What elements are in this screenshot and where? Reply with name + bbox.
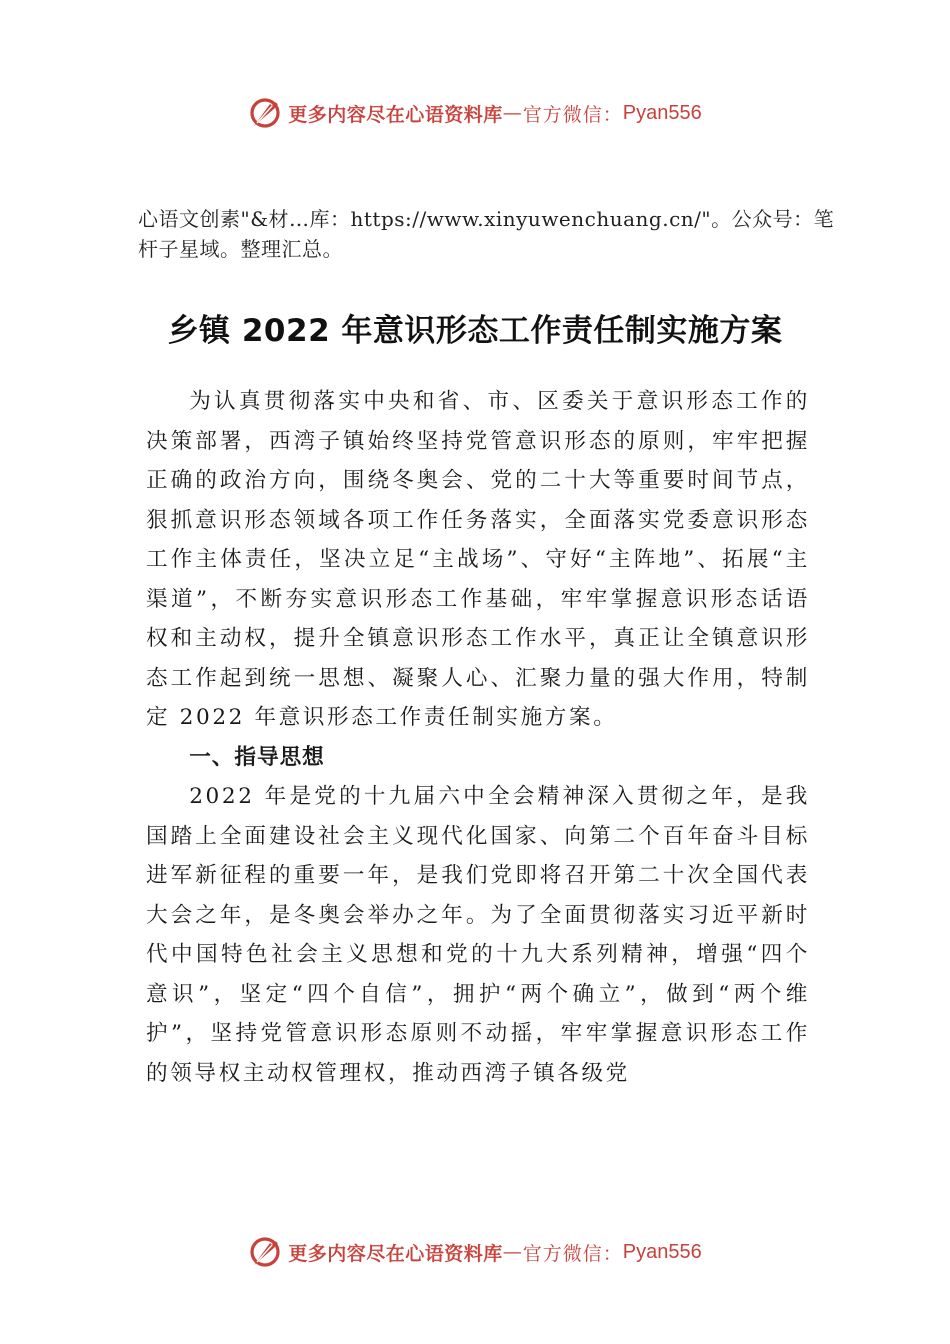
header-source-note: 心语文创素"&材…库：https://www.xinyuwenchuang.cn/"。公众号：笔杆子星域。整理汇总。 bbox=[138, 207, 835, 261]
top-watermark-banner bbox=[0, 93, 950, 133]
banner-slogan: 更多内容尽在心语资料库 bbox=[288, 1242, 503, 1265]
banner-dash: — bbox=[502, 102, 523, 124]
banner-wechat-label: 官方微信： bbox=[522, 103, 623, 126]
banner-wechat-id: Pyan556 bbox=[622, 101, 702, 124]
section-heading-guiding-ideology: 一、指导思想 bbox=[189, 744, 325, 770]
document-body bbox=[146, 382, 810, 1093]
intro-paragraph: 为认真贯彻落实中央和省、市、区委关于意识形态工作的决策部署，西湾子镇始终坚持党管意识形态的原则，牢牢把握正确的政治方向，围绕冬奥会、党的二十大等重要时间节点，狠抓意识形态领域各项工作任务落实，全面落实党委意识形态工作主体责任，坚决立足“主战场”、守好“主阵地”、拓展“主渠道”，不断夯实意识形态工作基础，牢牢掌握意识形态话语权和主动权，提升全镇意识形态工作水平，真正让全镇意识形态工作起到统一思想、凝聚人心、汇聚力量的强大作用，特制定 2022 年意识形态工作责任制实施方案。 bbox=[146, 389, 810, 730]
pen-nib-circle-icon bbox=[248, 1235, 282, 1269]
pen-nib-circle-icon bbox=[248, 96, 282, 130]
banner-wechat-id: Pyan556 bbox=[622, 1240, 702, 1263]
section1-paragraph: 2022 年是党的十九届六中全会精神深入贯彻之年，是我国踏上全面建设社会主义现代化国家、向第二个百年奋斗目标进军新征程的重要一年，是我们党即将召开第二十次全国代表大会之年，是冬奥会举办之年。为了全面贯彻落实习近平新时代中国特色社会主义思想和党的十九大系列精神，增强“四个意识”，坚定“四个自信”，拥护“两个确立”，做到“两个维护”，坚持党管意识形态原则不动摇，牢牢掌握意识形态工作的领导权主动权管理权，推动西湾子镇各级党 bbox=[146, 784, 810, 1086]
bottom-watermark-banner bbox=[0, 1232, 950, 1272]
banner-slogan: 更多内容尽在心语资料库 bbox=[288, 103, 503, 126]
banner-dash: — bbox=[502, 1241, 523, 1263]
banner-wechat-label: 官方微信： bbox=[522, 1242, 623, 1265]
document-title: 乡镇 2022 年意识形态工作责任制实施方案 bbox=[167, 313, 783, 349]
